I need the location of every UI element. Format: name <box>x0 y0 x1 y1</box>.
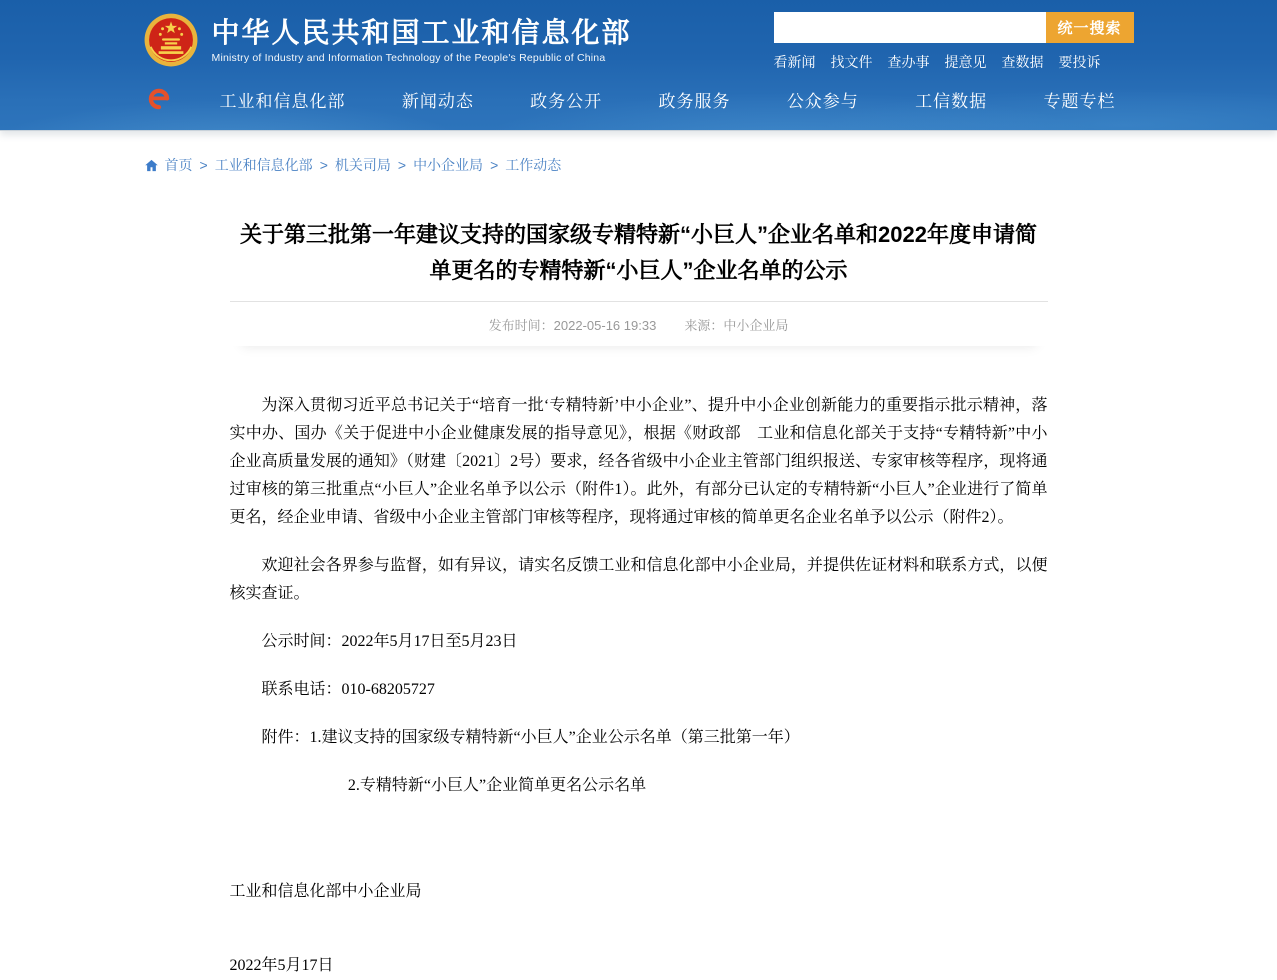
quick-link-documents[interactable]: 找文件 <box>830 54 873 70</box>
breadcrumb <box>144 131 1134 175</box>
attachment-line-1: 附件：1.建议支持的国家级专精特新“小巨人”企业公示名单（第三批第一年） <box>261 729 800 746</box>
publish-time-label: 发布时间： <box>488 318 554 333</box>
search-area <box>774 8 1134 72</box>
gov-e-icon <box>144 84 174 114</box>
breadcrumb-miit[interactable]: 工业和信息化部 <box>214 157 313 173</box>
article-body <box>230 392 1048 980</box>
breadcrumb-sme-bureau[interactable]: 中小企业局 <box>413 157 484 173</box>
article-title: 关于第三批第一年建议支持的国家级专精特新“小巨人”企业名单和2022年度申请简单更名的专精特新“小巨人”企业名单的公示 <box>240 222 1037 283</box>
publish-time: 2022-05-16 19:33 <box>553 318 657 333</box>
breadcrumb-separator: > <box>199 157 208 173</box>
breadcrumb-home[interactable]: 首页 <box>164 157 193 173</box>
sign-date: 2022年5月17日 <box>229 957 334 974</box>
quick-link-complaint[interactable]: 要投诉 <box>1058 54 1101 70</box>
main-nav <box>144 76 1134 122</box>
breadcrumb-separator: > <box>397 157 407 173</box>
nav-item-special-columns[interactable]: 专题专栏 <box>1043 91 1116 111</box>
nav-item-gov-disclosure[interactable]: 政务公开 <box>530 91 603 111</box>
search-input[interactable] <box>774 12 1046 43</box>
nav-item-data[interactable]: 工信数据 <box>915 91 988 111</box>
breadcrumb-separator: > <box>319 157 328 173</box>
source: 中小企业局 <box>723 318 789 333</box>
quick-link-services[interactable]: 查办事 <box>887 54 930 70</box>
site-title: 中华人民共和国工业和信息化部 <box>211 16 632 48</box>
breadcrumb-work-updates[interactable]: 工作动态 <box>505 157 562 173</box>
quick-links <box>774 52 1134 72</box>
signature: 工业和信息化部中小企业局 <box>229 883 422 900</box>
site-subtitle: Ministry of Industry and Information Technology of the People's Republic of China <box>211 51 606 64</box>
paragraph-contact-phone: 联系电话：010-68205727 <box>261 681 435 698</box>
nav-item-public-participation[interactable]: 公众参与 <box>786 91 859 111</box>
site-logo[interactable] <box>144 8 632 72</box>
attachment-line-2: 2.专精特新“小巨人”企业简单更名公示名单 <box>347 777 647 794</box>
breadcrumb-separator: > <box>490 157 499 173</box>
article-meta <box>230 302 1048 346</box>
paragraph-supervision: 欢迎社会各界参与监督，如有异议，请实名反馈工业和信息化部中小企业局，并提供佐证材料和联系方式，以便核实查证。 <box>229 557 1048 602</box>
quick-link-feedback[interactable]: 提意见 <box>944 54 987 70</box>
home-icon[interactable] <box>144 158 159 173</box>
article <box>230 217 1048 980</box>
paragraph-main: 为深入贯彻习近平总书记关于“培育一批‘专精特新’中小企业”、提升中小企业创新能力的重要指示批示精神，落实中办、国办《关于促进中小企业健康发展的指导意见》，根据《财政部 工业和信息化部关于支持“专精特新”中小企业高质量发展的通知》（财建〔2021〕2号）要求，经各省级中小企业主管部门组织报送、专家审核等程序，现将通过审核的第三批重点“小巨人”企业名单予以公示（附件1）。此外，有部分已认定的专精特新“小巨人”企业进行了简单更名，经企业申请、省级中小企业主管部门审核等程序，现将通过审核的简单更名企业名单予以公示（附件2）。 <box>229 397 1048 526</box>
quick-link-news[interactable]: 看新闻 <box>773 54 816 70</box>
search-button[interactable]: 统一搜索 <box>1046 12 1134 43</box>
nav-item-news[interactable]: 新闻动态 <box>401 91 474 111</box>
quick-link-data[interactable]: 查数据 <box>1001 54 1044 70</box>
nav-item-gov-services[interactable]: 政务服务 <box>658 91 731 111</box>
breadcrumb-departments[interactable]: 机关司局 <box>334 157 391 173</box>
national-emblem-icon <box>144 13 198 67</box>
paragraph-publicity-period: 公示时间：2022年5月17日至5月23日 <box>261 633 518 650</box>
site-header <box>0 0 1277 131</box>
source-label: 来源： <box>684 318 724 333</box>
nav-item-miit[interactable]: 工业和信息化部 <box>219 91 346 111</box>
